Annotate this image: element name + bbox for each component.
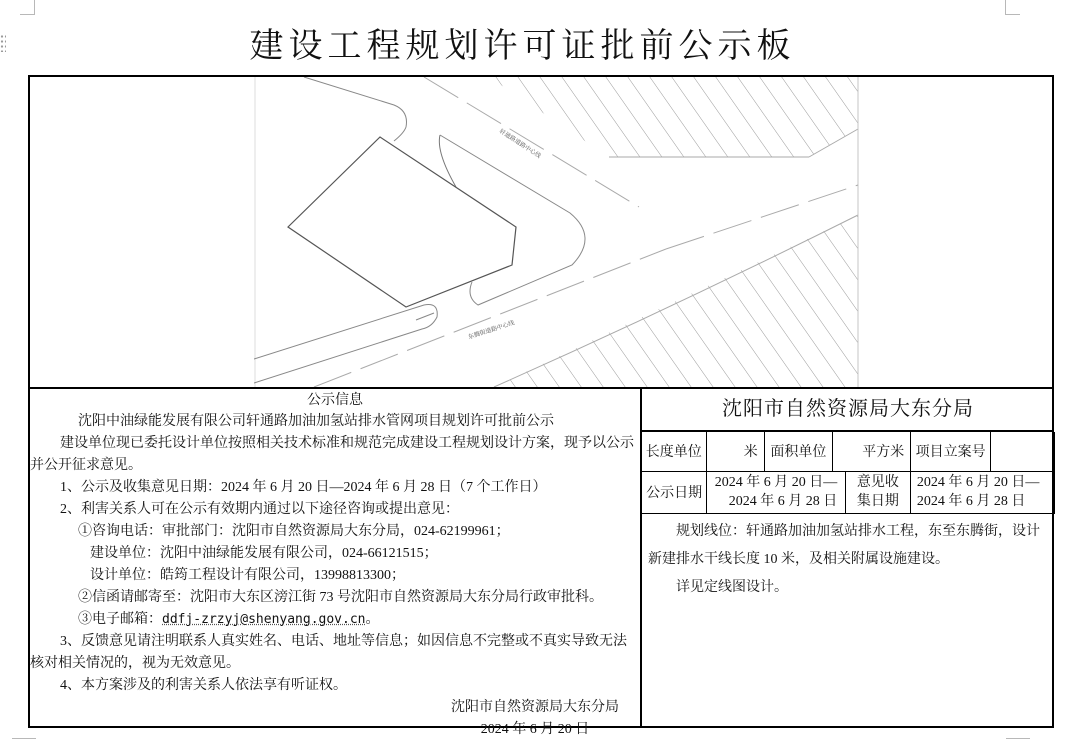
planning-route: 规划线位：轩通路加油加氢站排水工程，东至东腾街，设计新建排水干线长度 10 米，及相关附属设施建设。 [648, 524, 1040, 567]
info-panel-title: 沈阳市自然资源局大东分局 [642, 389, 1054, 432]
notice-board-frame [28, 75, 1054, 737]
opinion-date-label-line1: 意见收 [856, 475, 899, 491]
opinion-date-label-line2: 集日期 [856, 494, 899, 510]
planning-description [642, 514, 1054, 602]
area-unit-label: 面积单位 [764, 432, 832, 471]
notice-item-2: 2、利害关系人可在公示有效期内通过以下途径咨询或提出意见： [60, 502, 459, 517]
notice-item-3: 3、反馈意见请注明联系人真实姓名、电话、地址等信息；如因信息不完整或不真实导致无法核对相关情况的，视为无效意见。 [30, 634, 627, 671]
public-date-value [707, 472, 846, 514]
project-no-value [991, 432, 1055, 471]
signature-org: 沈阳市自然资源局大东分局 [451, 700, 619, 715]
project-no-label: 项目立案号 [911, 432, 991, 471]
length-unit-value: 米 [706, 432, 764, 471]
public-date-end: 2024 年 6 月 28 日 [728, 494, 838, 510]
site-plan-svg [254, 77, 860, 387]
length-unit-label: 长度单位 [642, 432, 707, 471]
page-corner-mark [20, 0, 35, 15]
notice-item-1: 1、公示及收集意见日期：2024 年 6 月 20 日—2024 年 6 月 28 日（7 个工作日） [60, 480, 547, 495]
email-suffix: 。 [365, 612, 380, 627]
opinion-date-value [910, 472, 1054, 514]
email-line [30, 609, 640, 631]
notice-intro: 建设单位现已委托设计单位按照相关技术标准和规范完成建设工程规划设计方案，现予以公示并公开征求意见。 [30, 436, 634, 473]
opinion-date-start: 2024 年 6 月 20 日— [916, 475, 1040, 491]
project-title: 沈阳中油绿能发展有限公司轩通路加油加氢站排水管网项目规划许可批前公示 [78, 414, 554, 429]
public-date-label: 公示日期 [642, 472, 707, 514]
consult-phone: ①咨询电话：审批部门：沈阳市自然资源局大东分局，024-62199961； [78, 524, 510, 539]
site-plan-drawing [30, 77, 1054, 389]
units-table [641, 432, 1055, 472]
area-unit-value: 平方米 [833, 432, 911, 471]
page-corner-mark [1005, 0, 1020, 15]
opinion-date-end: 2024 年 6 月 28 日 [916, 494, 1026, 510]
road-label-dongteng: 东腾街道路中心线 [467, 319, 516, 341]
info-panel [642, 389, 1054, 728]
designer-contact: 设计单位：皓筠工程设计有限公司，13998813300； [90, 568, 405, 583]
dates-table [641, 472, 1055, 515]
public-date-start: 2024 年 6 月 20 日— [714, 475, 838, 491]
notice-item-4: 4、本方案涉及的利害关系人依法享有听证权。 [60, 678, 347, 693]
email-label: ③电子邮箱： [78, 612, 162, 627]
notice-info-section [30, 389, 642, 737]
page-corner-mark [1006, 738, 1030, 753]
see-drawing-note: 详见定线图设计。 [676, 580, 788, 595]
road-label-xuantong: 轩通路道路中心线 [497, 127, 542, 160]
builder-contact: 建设单位：沈阳中油绿能发展有限公司，024-66121515； [90, 546, 438, 561]
opinion-date-label [845, 472, 910, 514]
notice-heading: 公示信息 [307, 393, 363, 408]
page-title: 建设工程规划许可证批前公示板 [249, 26, 796, 66]
email-link[interactable]: ddfj-zrzyj@shenyang.gov.cn [162, 612, 366, 627]
signature-date: 2024 年 6 月 20 日 [480, 722, 590, 737]
mail-address: ②信函请邮寄至：沈阳市大东区滂江街 73 号沈阳市自然资源局大东分局行政审批科。 [78, 590, 603, 605]
